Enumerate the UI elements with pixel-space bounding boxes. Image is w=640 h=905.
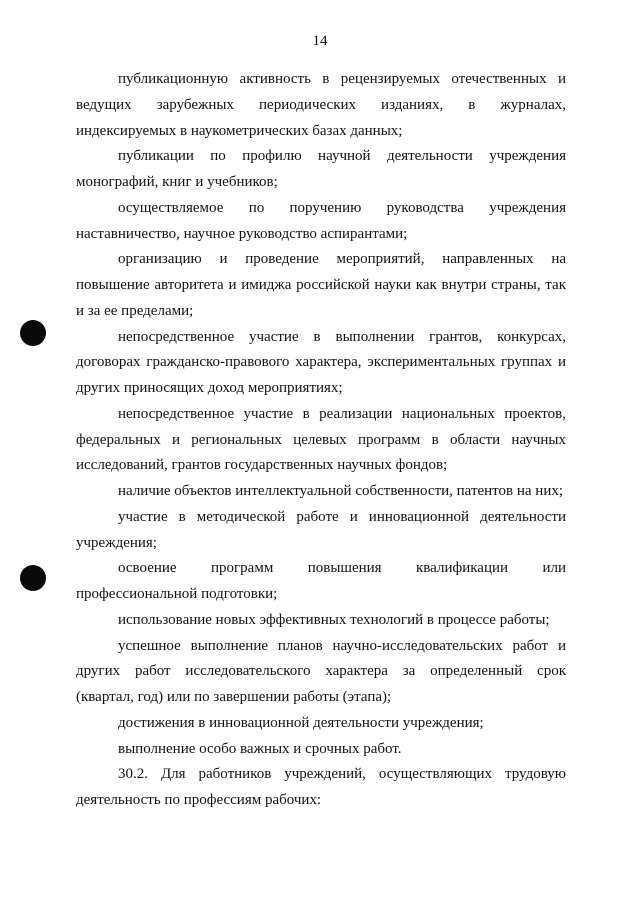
text-line: использование новых эффективных технологий в процессе работы; — [118, 611, 550, 628]
paragraph — [76, 402, 566, 479]
paragraph — [76, 556, 566, 608]
text-line: (квартал, год) или по завершении работы (этапа); — [76, 689, 392, 705]
paragraph — [76, 762, 566, 814]
paragraph — [76, 737, 566, 763]
text-line: других работ исследовательского характера за определенный срок — [76, 663, 566, 680]
text-line: освоение программ повышения квалификации или — [118, 560, 566, 577]
paragraph — [76, 325, 566, 402]
text-line: публикации по профилю научной деятельности учреждения — [118, 148, 566, 165]
text-line: непосредственное участие в выполнении грантов, конкурсах, — [118, 328, 566, 345]
text-line: и за ее пределами; — [76, 302, 194, 319]
paragraph — [76, 608, 566, 634]
text-line: непосредственное участие в реализации национальных проектов, — [118, 405, 566, 422]
text-line: наличие объектов интеллектуальной собственности, патентов на них; — [118, 483, 564, 499]
paragraph — [76, 67, 566, 144]
text-line: монографий, книг и учебников; — [76, 174, 278, 190]
text-line: достижения в инновационной деятельности учреждения; — [118, 714, 484, 731]
punch-hole — [20, 320, 46, 346]
text-line: организацию и проведение мероприятий, направленных на — [118, 251, 566, 268]
text-line: исследований, грантов государственных научных фондов; — [76, 457, 448, 474]
page-number: 14 — [312, 33, 328, 49]
text-line: учреждения; — [76, 534, 157, 551]
text-line: ведущих зарубежных периодических изданиях, в журналах, — [76, 96, 566, 113]
paragraph — [76, 634, 566, 711]
paragraph — [76, 505, 566, 557]
text-line: осуществляемое по поручению руководства учреждения — [118, 199, 566, 216]
text-line: повышение авторитета и имиджа российской науки как внутри страны, так — [76, 277, 566, 293]
text-line: деятельность по профессиям рабочих: — [76, 792, 322, 808]
text-line: других приносящих доход мероприятиях; — [76, 380, 343, 396]
paragraph — [76, 144, 566, 196]
punch-hole — [20, 565, 46, 591]
text-line: выполнение особо важных и срочных работ. — [118, 740, 402, 757]
paragraph — [76, 711, 566, 737]
text-line: федеральных и региональных целевых программ в области научных — [76, 431, 566, 448]
paragraph — [76, 479, 566, 505]
text-line: публикационную активность в рецензируемых отечественных и — [118, 71, 566, 87]
text-line: индексируемых в наукометрических базах данных; — [76, 122, 403, 139]
text-line: наставничество, научное руководство аспирантами; — [76, 225, 408, 242]
text-line: участие в методической работе и инновационной деятельности — [118, 508, 566, 525]
document-body — [76, 67, 566, 814]
paragraph — [76, 196, 566, 248]
text-line: профессиональной подготовки; — [76, 586, 278, 602]
text-line: договорах гражданско-правового характера, экспериментальных группах и — [76, 354, 566, 371]
text-line: успешное выполнение планов научно-исследовательских работ и — [118, 637, 566, 654]
text-line: 30.2. Для работников учреждений, осуществляющих трудовую — [118, 766, 566, 783]
paragraph — [76, 247, 566, 324]
